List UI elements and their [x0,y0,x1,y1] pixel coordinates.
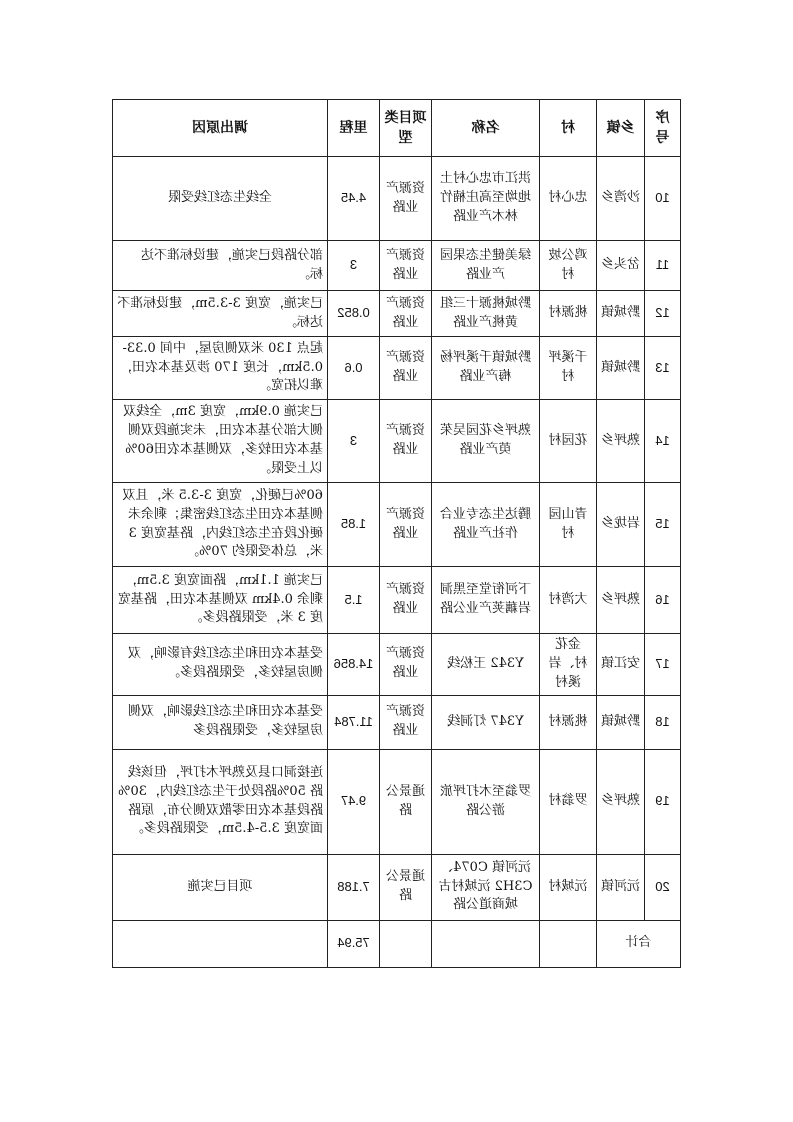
cell-name: 沅河镇 C074、C3H2 沅城村古城商道公路 [432,854,540,920]
cell-name: Y347 灯洞线 [432,695,540,749]
cell-name: 腾达生态专业合作社产业路 [432,483,540,567]
header-town: 乡镇 [597,100,645,157]
table-row [113,291,681,337]
cell-reason: 受基本农田和生态红线有影响，双侧房屋较多，受限路段多。 [113,634,328,696]
table-row [113,157,681,241]
cell-village: 忠心村 [540,157,597,241]
cell-village: 桃源村 [540,291,597,337]
cell-mileage: 4.45 [328,157,380,241]
cell-reason: 已实施 0.9km，宽度 3m，全线双侧大部分基本农田，未实施段双侧基本农田较多，双侧基本农田60%以上受限。 [113,400,328,483]
total-empty-cell [540,920,597,967]
cell-seq: 14 [645,400,681,483]
cell-type: 资源产业路 [380,567,432,634]
cell-mileage: 9.47 [328,749,380,854]
cell-town: 安江镇 [597,634,645,696]
cell-type: 资源产业路 [380,157,432,241]
header-name: 名称 [432,100,540,157]
cell-mileage: 1.85 [328,483,380,567]
cell-reason: 项目已实施 [113,854,328,920]
cell-reason: 已实施 1.1km，路面宽度 3.5m，剩余 0.4km 双侧基本农田，路基宽度 3 米，受限路段多。 [113,567,328,634]
cell-seq: 16 [645,567,681,634]
total-mileage: 75.94 [328,920,380,967]
header-type: 项目类型 [380,100,432,157]
table-row [113,337,681,400]
cell-reason: 60%已硬化，宽度 3-3.5 米，且双侧基本农田生态红线密集；剩余未硬化段在生态红线内，路基宽度 3 米，总体受限约 70%。 [113,483,328,567]
cell-village: 罗翁村 [540,749,597,854]
cell-town: 黔城镇 [597,337,645,400]
cell-name: 黔城桃源十三组黄桃产业路 [432,291,540,337]
cell-reason: 起点 130 米双侧房屋，中间 0.33-0.5km，长度 170 涉及基本农田，难以拓宽。 [113,337,328,400]
cell-mileage: 7.188 [328,854,380,920]
cell-mileage: 0.6 [328,337,380,400]
cell-name: 熟坪乡花园吴茱萸产业路 [432,400,540,483]
cell-type: 通景公路 [380,854,432,920]
cell-town: 沙湾乡 [597,157,645,241]
total-empty-cell [432,920,540,967]
cell-name: Y342 王松线 [432,634,540,696]
cell-name: 下河衔堂至黑洞岩藕荚产业公路 [432,567,540,634]
cell-seq: 17 [645,634,681,696]
total-empty-cell [380,920,432,967]
cell-seq: 10 [645,157,681,241]
header-village: 村 [540,100,597,157]
cell-seq: 20 [645,854,681,920]
table-row [113,695,681,749]
cell-reason: 连接洞口县及熟坪木打坪，但该线路 50%路段处于生态红线内，30%路段基本农田零散双侧分布，原路面宽度 3.5-4.5m，受限路段多。 [113,749,328,854]
cell-town: 沅河镇 [597,854,645,920]
cell-name: 罗翁至木打坪旅游公路 [432,749,540,854]
cell-town: 岩垅乡 [597,483,645,567]
cell-seq: 19 [645,749,681,854]
cell-type: 通景公路 [380,749,432,854]
road-adjustment-table [112,99,681,968]
cell-mileage: 1.5 [328,567,380,634]
cell-type: 资源产业路 [380,337,432,400]
cell-mileage: 14.856 [328,634,380,696]
table-row [113,749,681,854]
table-row [113,634,681,696]
cell-town: 黔城镇 [597,291,645,337]
total-row [113,920,681,967]
cell-type: 资源产业路 [380,291,432,337]
header-mileage: 里程 [328,100,380,157]
cell-seq: 18 [645,695,681,749]
cell-type: 资源产业路 [380,483,432,567]
cell-village: 花园村 [540,400,597,483]
total-empty-cell [113,920,328,967]
cell-name: 绿美健生态果园产业路 [432,241,540,291]
table-row [113,483,681,567]
table-row [113,854,681,920]
cell-type: 资源产业路 [380,241,432,291]
cell-reason: 全线生态红线受限 [113,157,328,241]
cell-reason: 已实施，宽度 3-3.5m，建设标准不达标。 [113,291,328,337]
cell-mileage: 0.852 [328,291,380,337]
cell-mileage: 3 [328,241,380,291]
cell-village: 鸡公坡村 [540,241,597,291]
cell-reason: 部分路段已实施，建设标准不达标。 [113,241,328,291]
cell-type: 资源产业路 [380,634,432,696]
cell-village: 金花村、岩溪村 [540,634,597,696]
table-row [113,567,681,634]
cell-mileage: 3 [328,400,380,483]
cell-town: 熟坪乡 [597,400,645,483]
header-row [113,100,681,157]
cell-village: 沅城村 [540,854,597,920]
table-row [113,400,681,483]
total-label: 合计 [597,920,681,967]
cell-seq: 13 [645,337,681,400]
cell-town: 岔头乡 [597,241,645,291]
cell-seq: 12 [645,291,681,337]
cell-village: 千溪坪村 [540,337,597,400]
cell-name: 黔城镇千溪坪杨梅产业路 [432,337,540,400]
table-row [113,241,681,291]
cell-reason: 受基本农田和生态红线影响，双侧房屋较多，受限路段多 [113,695,328,749]
header-reason: 调出原因 [113,100,328,157]
header-seq: 序号 [645,100,681,157]
cell-seq: 15 [645,483,681,567]
cell-type: 资源产业路 [380,400,432,483]
cell-name: 洪江市忠心村土地坳至高庄楠竹林木产业路 [432,157,540,241]
cell-mileage: 11.784 [328,695,380,749]
cell-town: 熟坪乡 [597,567,645,634]
cell-seq: 11 [645,241,681,291]
cell-village: 桃源村 [540,695,597,749]
cell-village: 青山园村 [540,483,597,567]
cell-type: 资源产业路 [380,695,432,749]
cell-village: 大湾村 [540,567,597,634]
cell-town: 黔城镇 [597,695,645,749]
cell-town: 熟坪乡 [597,749,645,854]
